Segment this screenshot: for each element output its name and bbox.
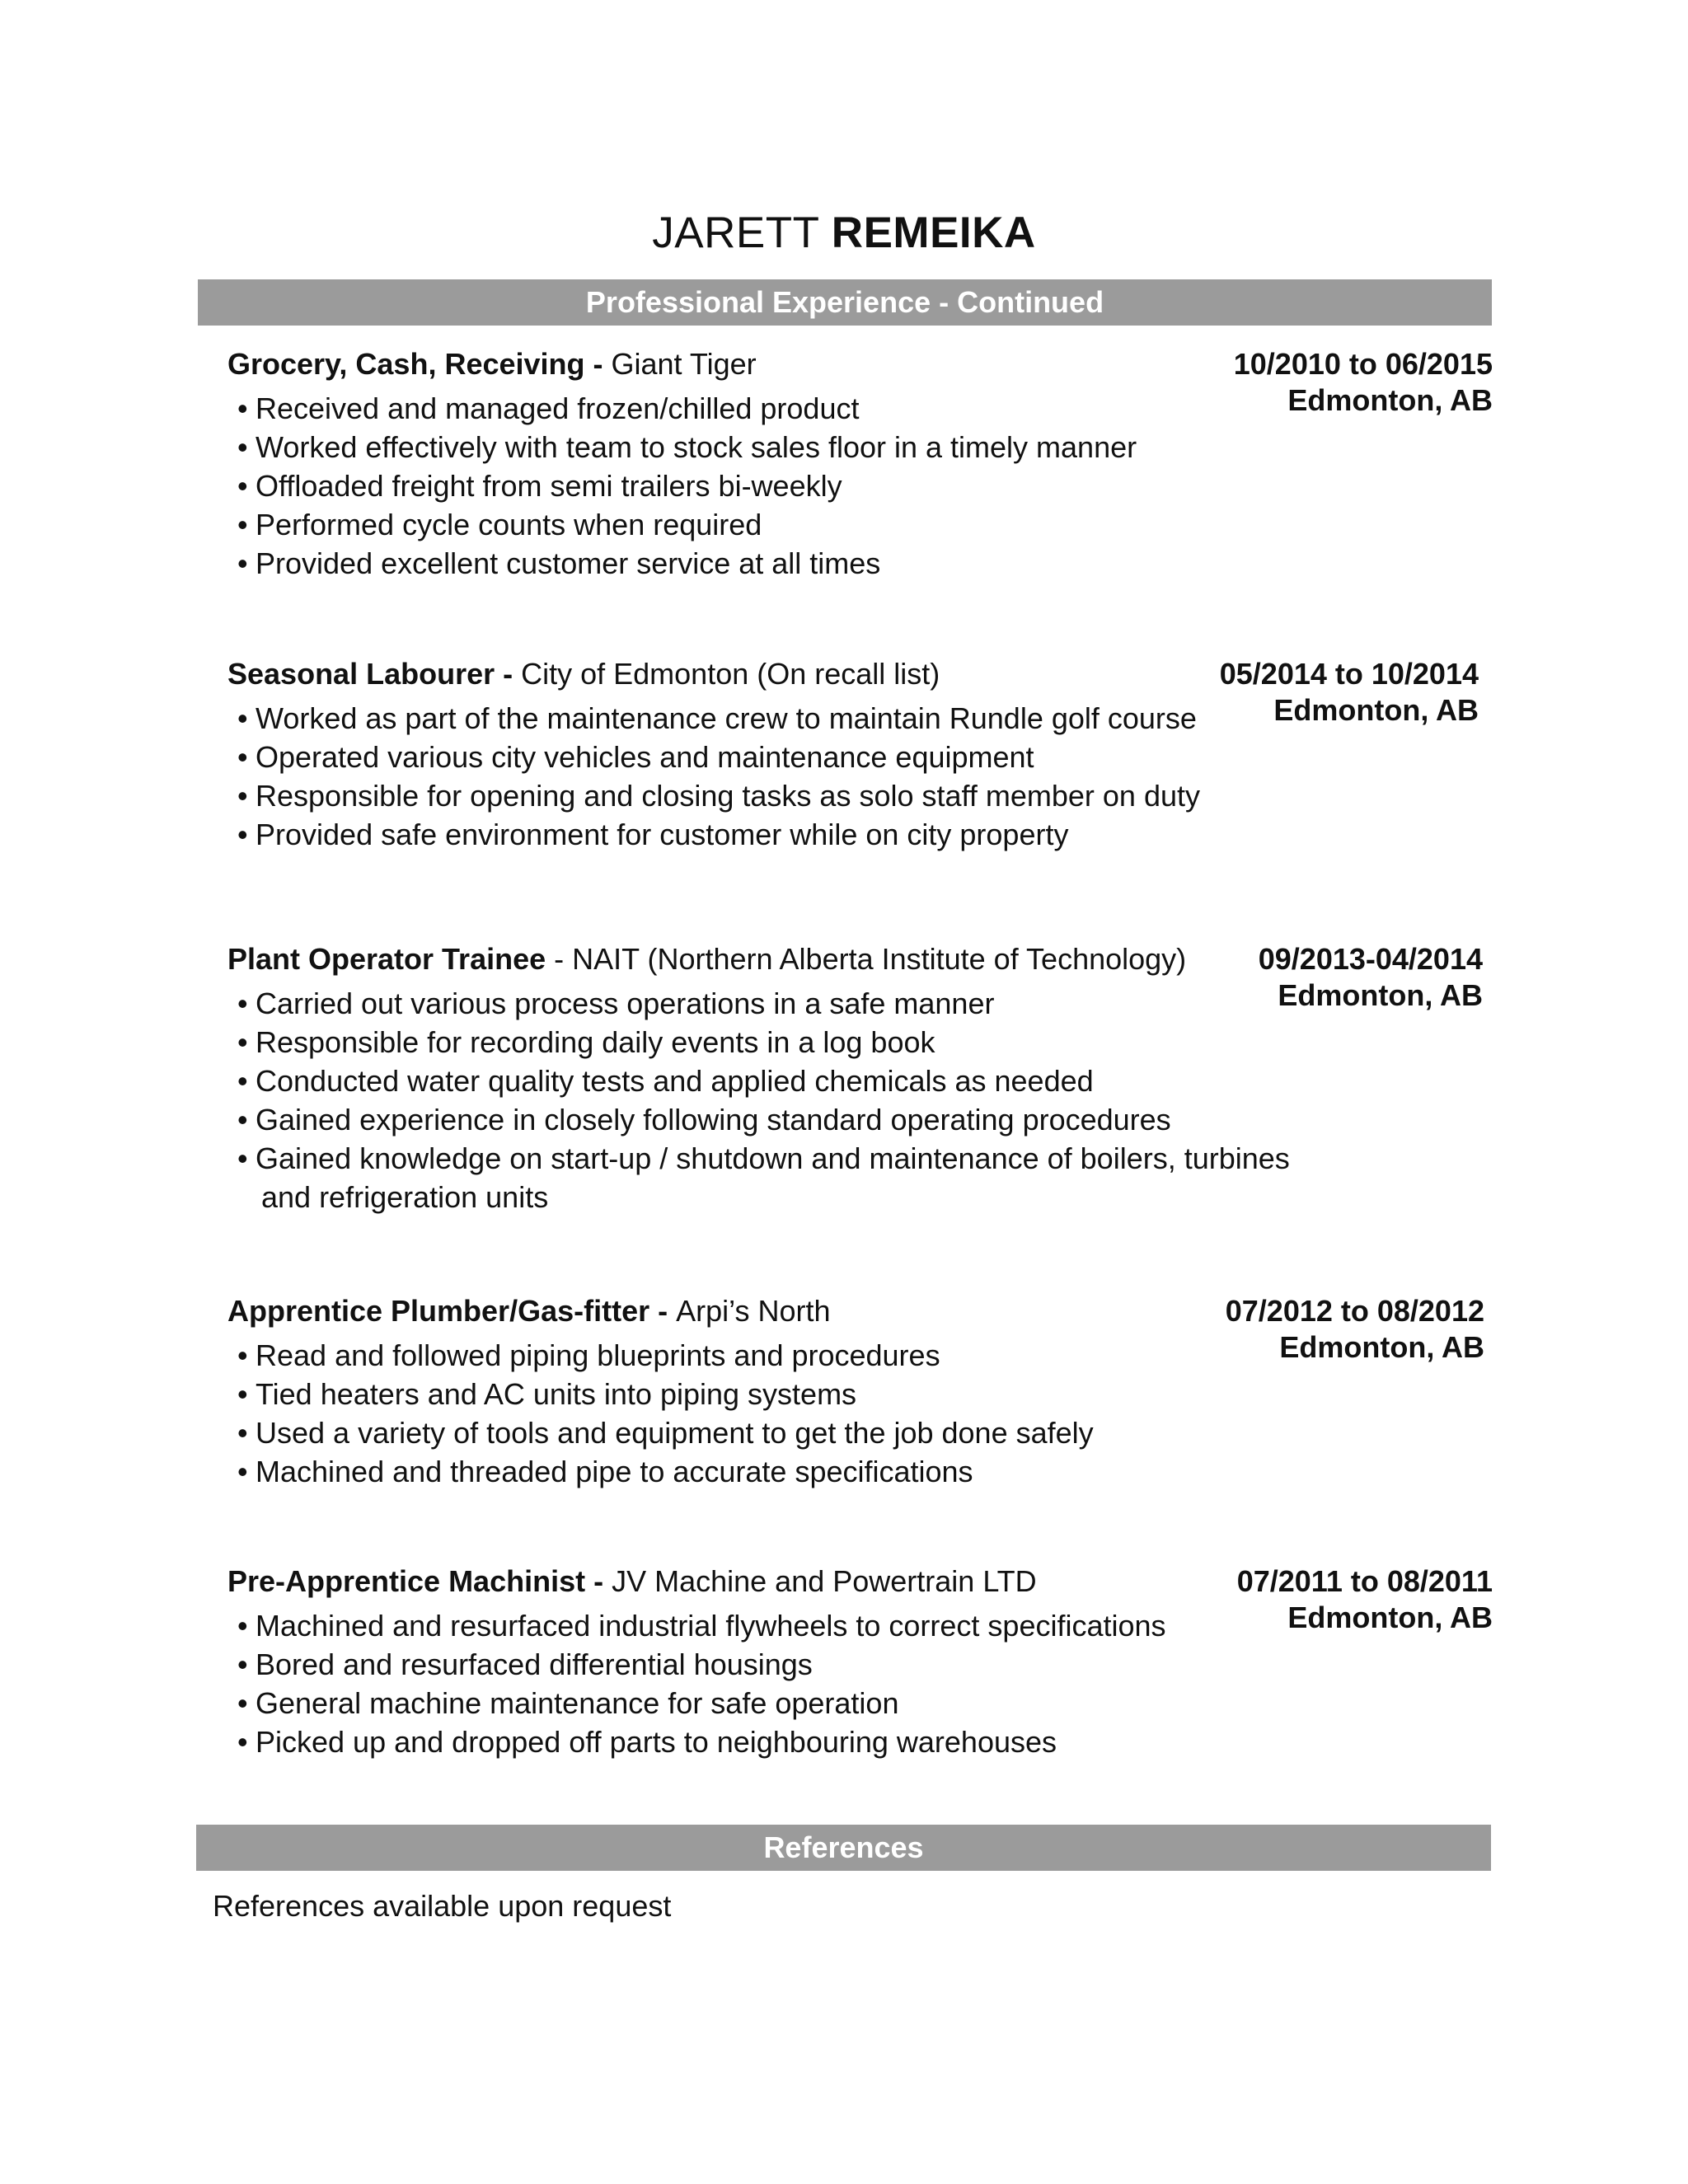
bullet-item: • Operated various city vehicles and maintenance equipment: [237, 740, 1034, 774]
bullet-item: • Tied heaters and AC units into piping systems: [237, 1377, 857, 1411]
bullet-continuation: and refrigeration units: [261, 1180, 549, 1214]
bullet-item: • Offloaded freight from semi trailers bi-weekly: [237, 469, 842, 503]
job-role: Apprentice Plumber/Gas-fitter -: [227, 1294, 677, 1328]
bullet-item: • Provided excellent customer service at all times: [237, 546, 881, 580]
job-role: Seasonal Labourer -: [227, 657, 522, 691]
job-entry: [227, 941, 1493, 1216]
job-dates: 10/2010 to 06/2015: [1233, 347, 1493, 381]
job-location: Edmonton, AB: [1278, 978, 1483, 1012]
job-role: Plant Operator Trainee: [227, 942, 546, 976]
bullet-item: • Worked as part of the maintenance crew to maintain Rundle golf course: [237, 701, 1197, 735]
bullet-item: • Conducted water quality tests and applied chemicals as needed: [237, 1064, 1094, 1098]
job-location: Edmonton, AB: [1273, 693, 1479, 727]
bullet-item: • Performed cycle counts when required: [237, 508, 762, 541]
job-entry: [227, 1563, 1493, 1761]
bullet-item: • Picked up and dropped off parts to neighbouring warehouses: [237, 1725, 1057, 1759]
job-location: Edmonton, AB: [1287, 1601, 1493, 1634]
bullet-item: • Used a variety of tools and equipment to get the job done safely: [237, 1416, 1094, 1450]
last-name: REMEIKA: [831, 209, 1036, 257]
job-meta: [1234, 346, 1493, 419]
job-employer: Arpi’s North: [676, 1294, 831, 1328]
bullet-item: • Responsible for recording daily events in a log book: [237, 1025, 935, 1059]
resume-name: [0, 204, 1688, 262]
bullet-item: • General machine maintenance for safe operation: [237, 1686, 899, 1720]
job-entry: [227, 1293, 1493, 1491]
job-meta: [1226, 1293, 1484, 1366]
bullet-item: • Gained experience in closely following standard operating procedures: [237, 1103, 1171, 1137]
job-meta: [1220, 656, 1479, 729]
job-meta: [1237, 1563, 1493, 1636]
references-text: References available upon request: [213, 1889, 672, 1923]
bullet-item: • Bored and resurfaced differential housings: [237, 1647, 813, 1681]
job-employer: JV Machine and Powertrain LTD: [612, 1564, 1037, 1598]
job-dates: 07/2011 to 08/2011: [1236, 1564, 1493, 1598]
job-dates: 07/2012 to 08/2012: [1225, 1294, 1484, 1328]
job-meta: [1259, 941, 1483, 1014]
job-role: Pre-Apprentice Machinist -: [227, 1564, 612, 1598]
bullet-item: • Carried out various process operations in a safe manner: [237, 987, 995, 1020]
bullet-item: • Provided safe environment for customer while on city property: [237, 818, 1069, 851]
first-name: JARETT: [652, 209, 819, 257]
job-employer: Giant Tiger: [611, 347, 757, 381]
bullet-item: • Gained knowledge on start-up / shutdown and maintenance of boilers, turbines and refrigeration units: [237, 1139, 1493, 1216]
job-location: Edmonton, AB: [1287, 383, 1493, 417]
bullet-item: • Responsible for opening and closing tasks as solo staff member on duty: [237, 779, 1200, 813]
job-employer: City of Edmonton (On recall list): [521, 657, 940, 691]
bullet-item: • Received and managed frozen/chilled product: [237, 391, 860, 425]
job-role: Grocery, Cash, Receiving -: [227, 347, 612, 381]
references-section-header: References: [196, 1825, 1491, 1871]
job-employer: - NAIT (Northern Alberta Institute of Technology): [546, 942, 1187, 976]
job-dates: 09/2013-04/2014: [1258, 942, 1483, 976]
job-entry: [227, 656, 1493, 854]
experience-section-header: Professional Experience - Continued: [198, 279, 1492, 326]
bullet-item: • Machined and resurfaced industrial flywheels to correct specifications: [237, 1609, 1166, 1643]
bullet-item: • Worked effectively with team to stock sales floor in a timely manner: [237, 430, 1137, 464]
job-bullets: [227, 984, 1493, 1216]
job-location: Edmonton, AB: [1279, 1330, 1484, 1364]
job-entry: [227, 346, 1493, 583]
bullet-item: • Read and followed piping blueprints and procedures: [237, 1338, 940, 1372]
bullet-item: • Machined and threaded pipe to accurate specifications: [237, 1455, 973, 1488]
job-dates: 05/2014 to 10/2014: [1219, 657, 1479, 691]
